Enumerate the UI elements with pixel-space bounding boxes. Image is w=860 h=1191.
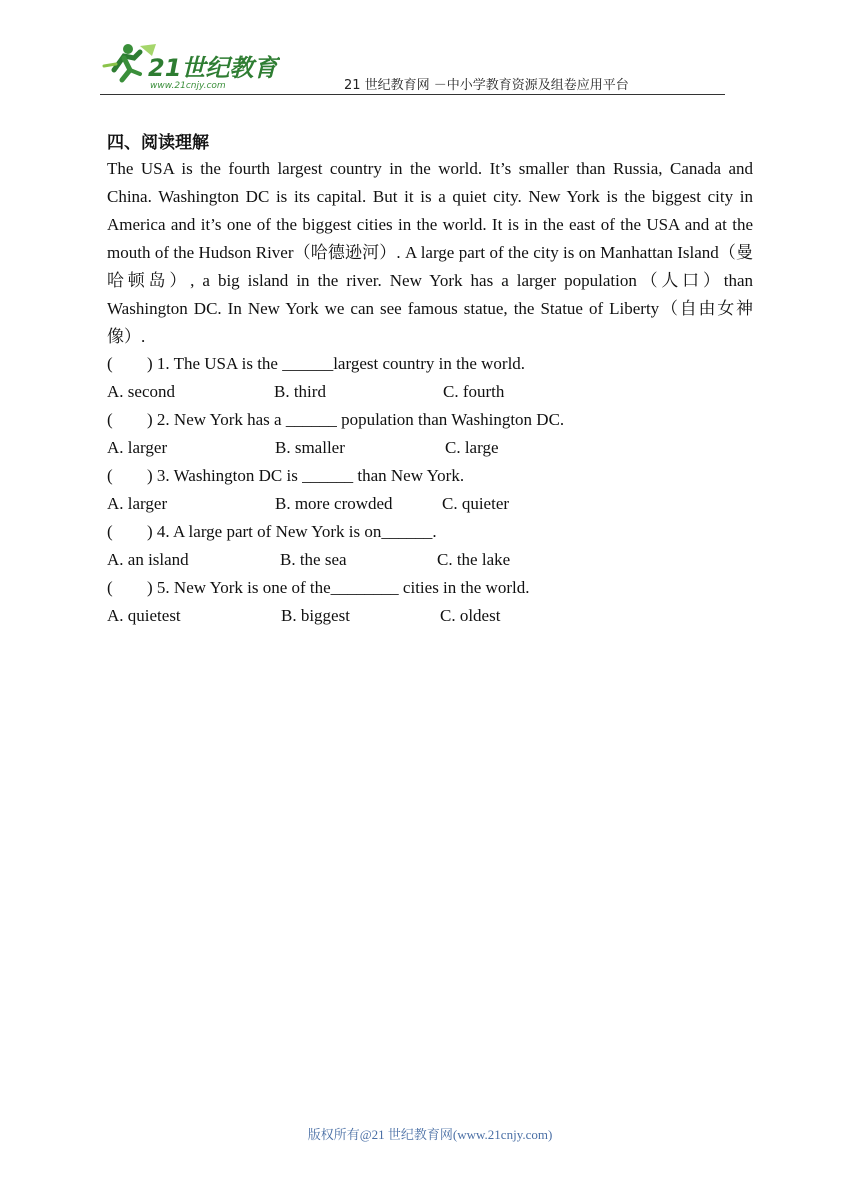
svg-text:21世纪教育: 21世纪教育: [148, 54, 278, 82]
option-c: C. large: [445, 438, 499, 457]
question-stem: ) 4. A large part of New York is on______.: [147, 522, 437, 541]
question-1: [107, 350, 753, 378]
option-a: A. an island: [107, 550, 189, 569]
answer-paren: (: [107, 354, 113, 373]
option-c: C. quieter: [442, 494, 510, 513]
option-c: C. oldest: [440, 606, 501, 625]
option-b: B. more crowded: [275, 494, 393, 513]
option-b: B. third: [274, 382, 326, 401]
question-5-options: [107, 602, 753, 630]
answer-paren: (: [107, 578, 113, 597]
question-2: [107, 406, 753, 434]
question-stem: ) 3. Washington DC is ______ than New York.: [147, 466, 465, 485]
question-4-options: [107, 546, 753, 574]
header-site-text: 21 世纪教育网 －中小学教育资源及组卷应用平台: [344, 78, 629, 93]
reading-passage: The USA is the fourth largest country in the world. It’s smaller than Russia, Canada and China. Washington DC is its capital. But it is a quiet city. New York is the biggest city in America and it’s one of the biggest cities in the world. It is in the east of the USA and at the mouth of the Hudson River（哈德逊河）. A large part of the city is on Manhattan Island（曼哈顿岛）, a big island in the river. New York has a larger population（人口）than Washington DC. In New York we can see famous statue, the Statue of Liberty（自由女神像）.: [107, 159, 753, 346]
question-stem: ) 2. New York has a ______ population than Washington DC.: [147, 410, 565, 429]
answer-paren: (: [107, 466, 113, 485]
answer-paren: (: [107, 410, 113, 429]
option-a: A. larger: [107, 494, 168, 513]
question-4: [107, 518, 753, 546]
logo-21cnjy: [100, 40, 280, 92]
option-b: B. smaller: [275, 438, 345, 457]
question-list: [107, 350, 753, 630]
option-c: C. fourth: [443, 382, 505, 401]
option-c: C. the lake: [437, 550, 511, 569]
header-divider: [100, 94, 725, 95]
question-5: [107, 574, 753, 602]
option-b: B. biggest: [281, 606, 350, 625]
question-stem: ) 1. The USA is the ______largest country in the world.: [147, 354, 526, 373]
option-a: A. second: [107, 382, 175, 401]
question-3-options: [107, 490, 753, 518]
option-a: A. larger: [107, 438, 168, 457]
svg-text:www.21cnjy.com: www.21cnjy.com: [150, 81, 226, 91]
question-3: [107, 462, 753, 490]
page-footer: 版权所有@21 世纪教育网(www.21cnjy.com): [307, 1127, 553, 1142]
page-header: [100, 40, 725, 96]
option-a: A. quietest: [107, 606, 181, 625]
question-2-options: [107, 434, 753, 462]
question-1-options: [107, 378, 753, 406]
section-title: 四、阅读理解: [107, 133, 209, 153]
answer-paren: (: [107, 522, 113, 541]
option-b: B. the sea: [280, 550, 347, 569]
question-stem: ) 5. New York is one of the________ cities in the world.: [147, 578, 530, 597]
